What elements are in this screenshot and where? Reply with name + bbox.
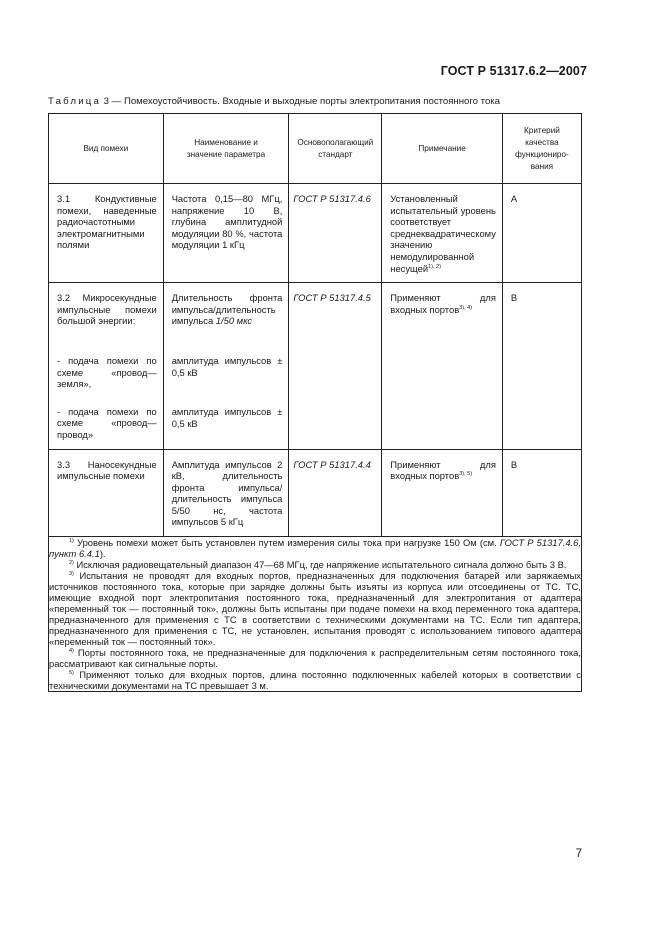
row-note: Установленный испытательный уровень соответствует среднеквадратическому значению немодулированной несущей [390,193,496,274]
row-standard: ГОСТ Р 51317.4.6 [293,193,371,204]
row-kind: 3.2 Микросекундные импульсные помехи большой энергии: [57,292,157,327]
row-note: Применяют для входных портов [390,458,496,482]
footnote [49,559,581,570]
footnote-text: Исключая радиовещательный диапазон 47—68 МГц, где напряжение испытательного сигнала должно быть 3 В. [73,559,567,571]
table-caption-label: Таблица [48,96,102,107]
row-param-sub: амплитуда импульсов ± 0,5 кВ [171,406,283,429]
footnote [49,647,581,669]
row-note-refs: 1), 2) [428,263,441,270]
footnote [49,537,581,559]
col-header-kind: Вид помехи [49,114,164,184]
footnote-mark: 1) [69,537,74,544]
col-header-standard: Основополагающий стандарт [289,114,382,184]
row-criterion: В [510,292,518,304]
footnote-text: Порты постоянного тока, не предназначенные для подключения к распределительным сетям постоянного тока, рассматривают как сигнальные порты. [49,647,581,670]
immunity-table [48,113,582,692]
row-note-refs: 3), 4) [459,304,473,311]
footnote-mark: 4) [69,647,74,654]
col-header-param: Наименование и значение параметра [163,114,289,184]
footnote [49,669,581,691]
row-kind: 3.1 Кондуктивные помехи, наведенные радиочастотными электромагнитными полями [57,193,157,251]
row-param-sub: амплитуда импульсов ± 0,5 кВ [171,354,283,378]
col-header-note: Примечание [382,114,503,184]
table-caption-text: 3 — Помехоустойчивость. Входные и выходные порты электропитания постоянного тока [101,96,501,107]
footnote-text-tail: ). [99,548,106,560]
table-row [49,184,582,283]
footnote [49,570,581,647]
footnote-text: Применяют только для входных портов, длина постоянно подключенных кабелей которых в соответствии с техническими документами на ТС превышает 3 м. [49,669,581,692]
footnotes-row [49,537,582,692]
row-param: Амплитуда импульсов 2 кВ, длительность фронта импульса/длительность импульса 5/50 нс, частота импульсов 5 кГц [171,458,283,528]
page-number: 7 [575,848,582,860]
table-row [49,283,582,449]
row-param [172,292,283,327]
table-row [49,449,582,537]
footnote-text-italic: ГОСТ Р 51317.4.6, пункт 6.4.1 [49,537,581,560]
footnote-mark: 2) [69,559,74,566]
row-param-main: Длительность фронта импульса/длительность импульса [171,292,283,327]
row-kind-sub: - подача помехи по схеме «провод—земля», [57,354,157,390]
footnote-text: Испытания не проводят для входных портов, предназначенных для подключения батарей или заряжаемых источников постоянного тока, которые при зарядке должны быть изъяты из корпуса или отсоединены от ТС. ТС, имеющие входной порт электропитания постоянного тока, предназначенный для электропитания от адаптера «переменный ток — постоянный ток», должны быть испытаны при подаче помехи на вход переменного тока адаптера, предназначенного для применения с ТС в соответствии с техническими документами на ТС. Если тип адаптера, предназначенного для применения с ТС, не установлен, испытания проводят с использованием типового адаптера «переменный ток — постоянный ток». [49,570,581,648]
row-criterion: А [510,193,518,204]
table-caption [48,96,618,107]
document-header: ГОСТ Р 51317.6.2—2007 [440,64,587,78]
table-header-row [49,114,582,184]
row-note: Применяют для входных портов [390,292,496,315]
footnote-mark: 3) [69,570,74,577]
row-criterion: В [510,458,518,470]
row-kind: 3.3 Наносекундные импульсные помехи [57,458,157,482]
row-param: Частота 0,15—80 МГц, напряжение 10 В, глубина амплитудной модуляции 80 %, частота модуляции 1 кГц [171,193,283,251]
row-kind-sub: - подача помехи по схеме «провод—провод» [57,405,157,440]
footnote-mark: 5) [69,669,74,676]
footnote-text: Уровень помехи может быть установлен путем измерения силы тока при нагрузке 150 Ом (см. [73,537,500,549]
row-param-main-italic: 1/50 мкс [215,315,253,327]
col-header-criterion: Критерий качества функциониро-вания [502,114,581,184]
row-standard: ГОСТ Р 51317.4.4 [293,458,371,470]
row-standard: ГОСТ Р 51317.4.5 [293,292,371,304]
row-note-refs: 3), 5) [459,470,473,477]
